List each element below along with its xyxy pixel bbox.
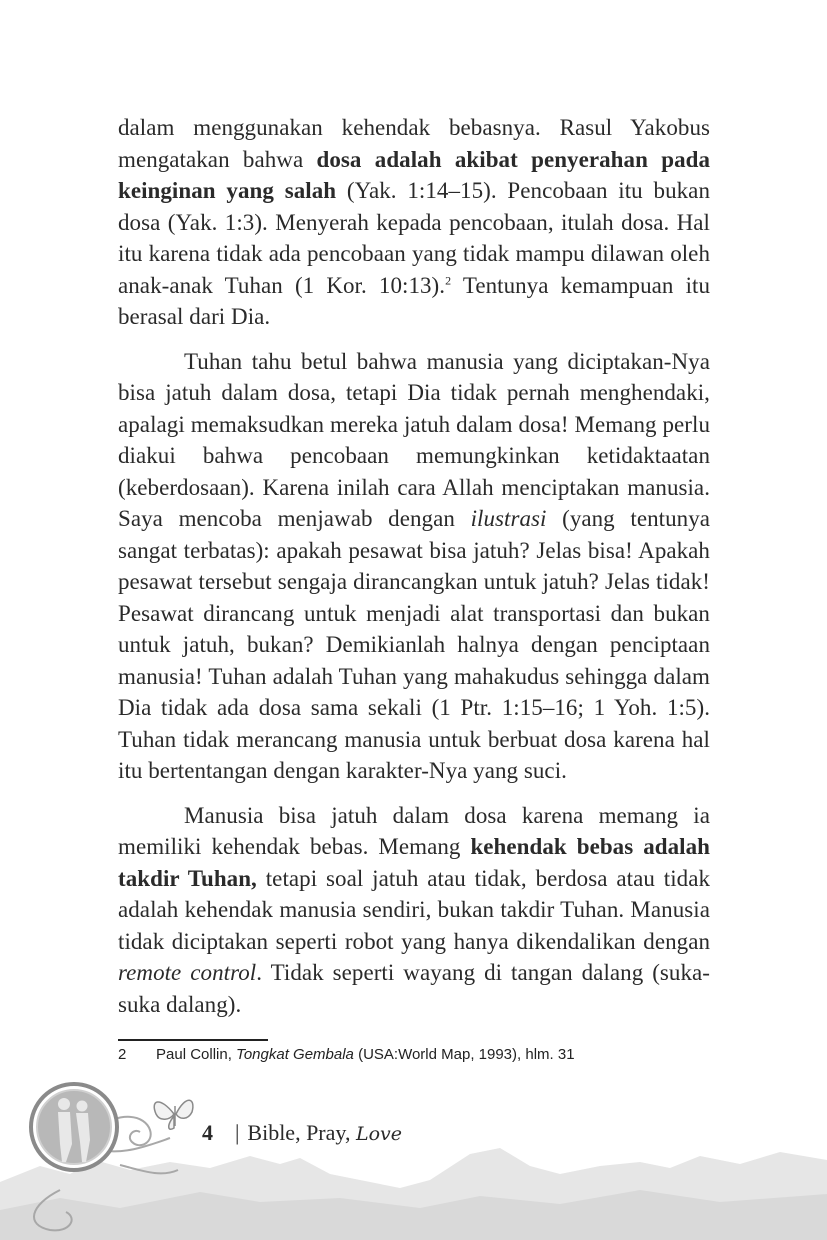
text-run: (Yak. 1:14–15). Pencobaan itu bukan dosa (Yak. 1:3). Menyerah kepada pencobaan, itulah dosa. Hal itu karena tidak ada pencobaan yang tidak mampu dilawan oleh anak-anak Tuhan (1 Kor. 10:13). xyxy=(118,178,710,298)
running-footer xyxy=(202,1120,402,1146)
couple-medallion-icon xyxy=(31,1084,117,1170)
butterfly-icon xyxy=(154,1100,193,1129)
text-run: dalam menggunakan kehendak bebasnya. Rasul Yakobus mengatakan bahwa xyxy=(118,115,710,172)
bold-run: kehendak bebas adalah takdir Tuhan, xyxy=(118,834,710,891)
paragraph-2 xyxy=(118,346,710,787)
footnote-rule xyxy=(118,1039,268,1041)
italic-run: ilustrasi xyxy=(470,506,547,531)
footnote-number: 2 xyxy=(118,1046,127,1063)
text-run: (yang tentunya sangat terbatas): apakah pesawat bisa jatuh? Jelas bisa! Apakah pesawat tersebut sengaja dirancangkan untuk jatuh? Jelas tidak! Pesawat dirancang untuk menjadi alat transportasi dan bukan untuk jatuh, bukan? Demikianlah halnya dengan penciptaan manusia! Tuhan adalah Tuhan yang mahakudus sehingga dalam Dia tidak ada dosa sama sekali (1 Ptr. 1:15–16; 1 Yoh. 1:5). Tuhan tidak merancang manusia untuk berbuat dosa karena hal itu bertentangan dengan karakter-Nya yang suci. xyxy=(118,506,710,783)
footer-decoration xyxy=(0,1070,827,1240)
paragraph-1 xyxy=(118,112,710,333)
book-title: Bible, Pray, xyxy=(247,1120,356,1145)
body-text xyxy=(118,112,710,1033)
footnote-ref: 2 xyxy=(445,272,452,287)
footnote-author: Paul Collin, xyxy=(156,1046,237,1063)
text-run: Tentunya kemampuan itu berasal dari Dia. xyxy=(118,272,710,329)
footnote xyxy=(118,1046,718,1063)
page-number: 4 xyxy=(202,1120,213,1145)
book-title-script: Love xyxy=(355,1123,403,1145)
italic-run: remote control xyxy=(118,960,257,985)
text-run: tetapi soal jatuh atau tidak, berdosa atau tidak adalah kehendak manusia sendiri, bukan takdir Tuhan. Manusia tidak diciptakan seperti robot yang hanya dikendalikan dengan xyxy=(118,865,710,954)
footnote-title: Tongkat Gembala xyxy=(236,1046,354,1063)
bold-run: dosa adalah akibat penyerahan pada keinginan yang salah xyxy=(118,146,711,203)
text-run: Tuhan tahu betul bahwa manusia yang diciptakan-Nya bisa jatuh dalam dosa, tetapi Dia tidak pernah menghendaki, apalagi memaksudkan mereka jatuh dalam dosa! Memang perlu diakui bahwa pencobaan memungkinkan ketidaktaatan (keberdosaan). Karena inilah cara Allah menciptakan manusia. Saya mencoba menjawab dengan xyxy=(118,348,710,531)
text-run: . Tidak seperti wayang di tangan dalang (suka-suka dalang). xyxy=(118,960,710,1017)
footnote-rest: (USA:World Map, 1993), hlm. 31 xyxy=(353,1046,575,1063)
footer-separator: | xyxy=(235,1120,240,1145)
text-run: Manusia bisa jatuh dalam dosa karena memang ia memiliki kehendak bebas. Memang xyxy=(118,802,710,859)
paragraph-3 xyxy=(118,800,710,1021)
